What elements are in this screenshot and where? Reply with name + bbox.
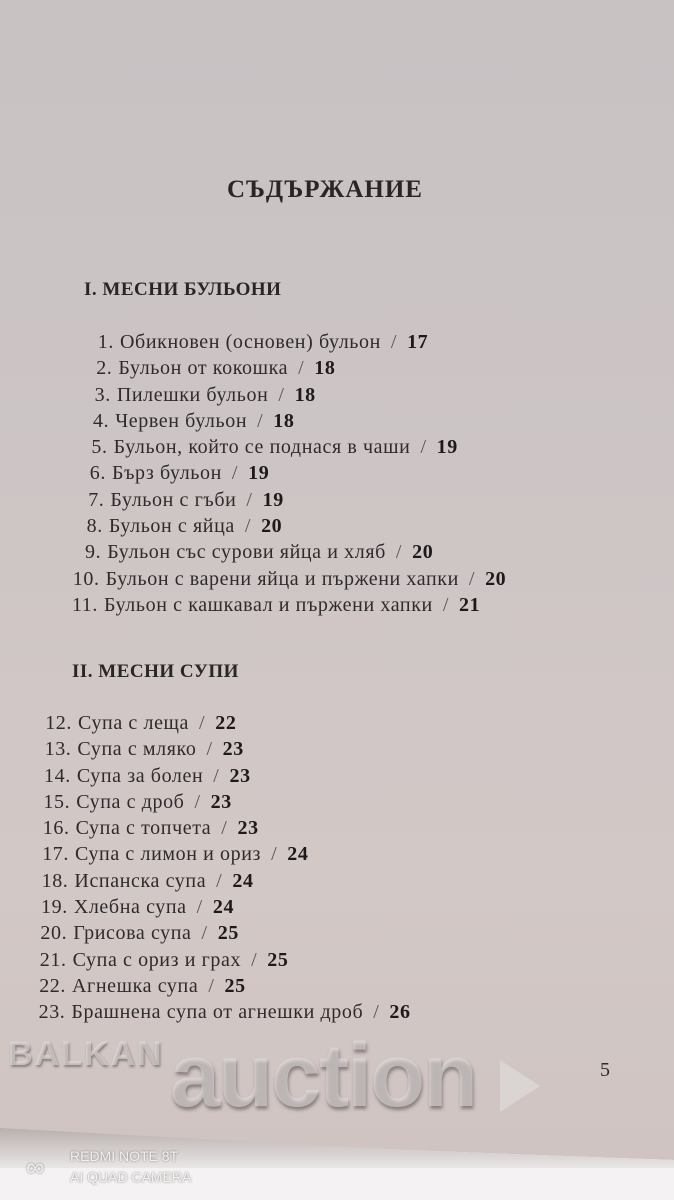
toc-entry xyxy=(67,539,506,565)
entry-separator: / xyxy=(201,922,208,945)
toc-entry xyxy=(74,434,507,460)
toc-entry xyxy=(66,566,507,592)
entry-number: 3. xyxy=(94,383,111,406)
toc-entry xyxy=(34,868,410,894)
toc-entry xyxy=(70,487,506,513)
entry-number: 4. xyxy=(93,409,110,432)
entry-number: 17. xyxy=(42,843,69,866)
toc-entry xyxy=(75,408,506,434)
watermark-auction: auction xyxy=(170,1026,477,1126)
toc-entry xyxy=(78,355,506,381)
entry-number: 14. xyxy=(44,764,71,787)
entry-separator: / xyxy=(442,593,450,616)
entry-page: 26 xyxy=(389,1001,411,1024)
entry-title: Грисова супа xyxy=(73,922,192,945)
watermark-play-icon xyxy=(500,1060,540,1112)
entry-page: 20 xyxy=(412,541,434,564)
entry-title: Супа с мляко xyxy=(77,738,197,761)
entry-separator: / xyxy=(257,409,264,432)
page-number: 5 xyxy=(600,1059,610,1081)
entry-separator: / xyxy=(390,331,398,353)
camera-stamp xyxy=(26,1146,192,1188)
entry-title: Хлебна супа xyxy=(73,896,187,919)
entry-page: 19 xyxy=(436,436,458,459)
entry-page: 23 xyxy=(222,738,244,761)
entry-separator: / xyxy=(194,790,201,813)
toc-entry xyxy=(69,513,506,539)
entry-number: 22. xyxy=(39,974,66,997)
entry-title: Бульон, който се поднася в чаши xyxy=(113,436,411,459)
entry-page: 25 xyxy=(267,948,289,971)
entry-number: 11. xyxy=(71,593,98,616)
entry-title: Испанска супа xyxy=(74,869,207,892)
toc-entry xyxy=(38,710,411,736)
entry-separator: / xyxy=(231,462,239,485)
toc-entry xyxy=(33,947,411,973)
entry-number: 7. xyxy=(88,488,105,511)
entry-separator: / xyxy=(213,764,220,787)
entry-number: 13. xyxy=(44,738,72,761)
entry-separator: / xyxy=(395,541,403,564)
toc-entry xyxy=(34,894,411,920)
entry-title: Пилешки бульон xyxy=(116,383,269,406)
entry-separator: / xyxy=(468,567,476,590)
entry-number: 19. xyxy=(41,896,68,919)
entry-page: 19 xyxy=(248,462,270,485)
watermark-balkan: BALKAN xyxy=(8,1035,164,1073)
camera-lens-icon: ∞ xyxy=(26,1152,45,1182)
entry-page: 20 xyxy=(485,567,507,590)
entry-title: Бульон с яйца xyxy=(108,515,235,538)
entry-separator: / xyxy=(216,869,223,892)
entry-separator: / xyxy=(298,357,305,380)
toc-entry xyxy=(37,763,411,789)
toc-entry xyxy=(32,973,411,999)
entry-separator: / xyxy=(278,383,285,406)
entry-page: 22 xyxy=(215,712,237,734)
toc-entry xyxy=(33,920,410,946)
toc-entry xyxy=(64,592,506,618)
entry-number: 16. xyxy=(42,817,70,840)
toc-entry xyxy=(72,460,506,486)
toc-entry xyxy=(80,329,506,355)
entry-separator: / xyxy=(373,1001,380,1024)
entry-separator: / xyxy=(244,515,252,538)
toc-entry xyxy=(37,736,410,762)
entry-page: 19 xyxy=(262,488,284,511)
entry-page: 25 xyxy=(224,974,246,997)
toc-entry xyxy=(36,815,411,841)
entry-title: Супа с дроб xyxy=(76,790,185,813)
entry-separator: / xyxy=(199,712,206,734)
toc-entry xyxy=(35,841,411,867)
entry-number: 15. xyxy=(43,790,71,813)
camera-model: REDMI NOTE 8T xyxy=(70,1148,179,1164)
entry-title: Бърз бульон xyxy=(112,462,222,485)
entry-number: 5. xyxy=(91,436,108,459)
entry-separator: / xyxy=(246,488,253,511)
entry-page: 24 xyxy=(212,896,235,919)
section-heading-1: I. МЕСНИ БУЛЬОНИ xyxy=(84,279,282,300)
entry-title: Червен бульон xyxy=(115,409,248,432)
entry-title: Супа с леща xyxy=(78,712,190,734)
entry-number: 9. xyxy=(85,541,102,564)
entry-number: 6. xyxy=(89,462,106,485)
entry-title: Супа за болен xyxy=(76,764,204,787)
entry-number: 2. xyxy=(96,357,113,380)
entry-page: 23 xyxy=(210,790,232,813)
entry-number: 8. xyxy=(86,515,103,538)
entry-title: Бульон от кокошка xyxy=(118,357,289,380)
entry-number: 18. xyxy=(41,869,69,892)
camera-type: AI QUAD CAMERA xyxy=(70,1169,192,1185)
entry-page: 23 xyxy=(229,764,251,787)
toc-entry xyxy=(36,789,410,815)
entry-number: 23. xyxy=(38,1001,66,1024)
entry-title: Агнешка супа xyxy=(72,974,199,997)
toc-entry xyxy=(77,382,506,408)
entry-page: 23 xyxy=(237,817,259,840)
entry-page: 25 xyxy=(217,922,239,945)
toc-list-1 xyxy=(71,329,507,618)
entry-number: 1. xyxy=(97,331,114,353)
entry-separator: / xyxy=(196,896,203,919)
entry-number: 10. xyxy=(72,567,100,590)
entry-page: 20 xyxy=(261,515,283,538)
entry-title: Супа с топчета xyxy=(75,817,212,840)
entry-title: Бульон със сурови яйца и хляб xyxy=(107,541,386,564)
toc-list-2 xyxy=(38,710,411,1026)
entry-page: 18 xyxy=(294,383,316,406)
entry-title: Бульон с кашкавал и пържени хапки xyxy=(104,593,433,616)
entry-number: 12. xyxy=(45,712,72,734)
entry-separator: / xyxy=(208,974,215,997)
section-heading-2: II. МЕСНИ СУПИ xyxy=(72,661,239,682)
entry-number: 20. xyxy=(40,922,68,945)
entry-page: 18 xyxy=(314,357,336,380)
entry-separator: / xyxy=(251,948,258,971)
entry-title: Супа с лимон и ориз xyxy=(75,843,262,866)
entry-title: Бульон с варени яйца и пържени хапки xyxy=(105,567,459,590)
entry-title: Брашнена супа от агнешки дроб xyxy=(71,1001,364,1024)
entry-title: Бульон с гъби xyxy=(110,488,237,511)
entry-separator: / xyxy=(271,843,278,866)
entry-page: 17 xyxy=(407,331,429,353)
entry-page: 21 xyxy=(459,593,481,616)
entry-title: Супа с ориз и грах xyxy=(72,948,242,971)
toc-entry xyxy=(31,999,410,1025)
entry-separator: / xyxy=(221,817,228,840)
page-title: СЪДЪРЖАНИЕ xyxy=(227,176,423,203)
entry-page: 18 xyxy=(273,409,295,432)
entry-page: 24 xyxy=(232,869,254,892)
entry-title: Обикновен (основен) бульон xyxy=(120,331,381,353)
entry-separator: / xyxy=(206,738,213,761)
entry-separator: / xyxy=(420,436,427,459)
entry-number: 21. xyxy=(39,948,67,971)
entry-page: 24 xyxy=(287,843,309,866)
